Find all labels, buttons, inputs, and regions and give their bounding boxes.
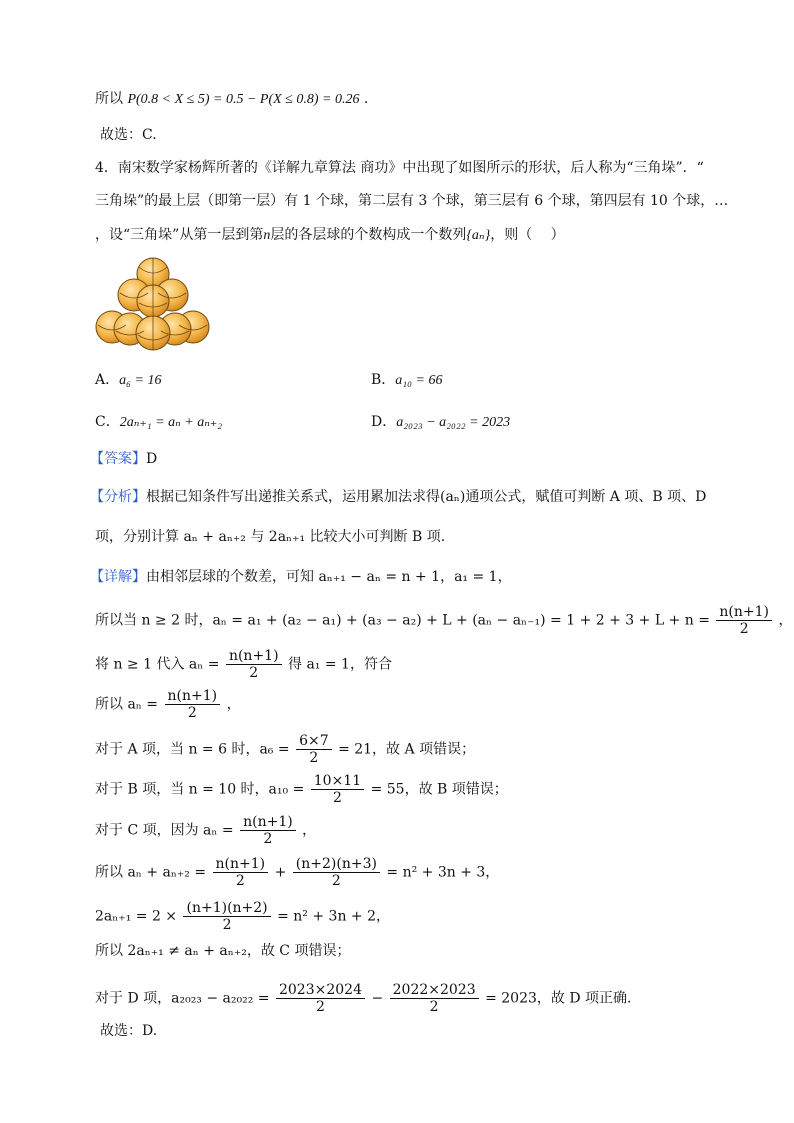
question-4-line-3: ，设“三角垛”从第一层到第n层的各层球的个数构成一个数列{aₙ}，则（ ） (95, 227, 565, 243)
fraction: $\frac{n(n+1)}{2}$ (240, 814, 296, 847)
fraction: $\frac{n(n+1)}{2}$ (716, 604, 772, 637)
detail-line-11: 对于 D 项，a₂₀₂₃ − a₂₀₂₂ = $\frac{2023\times 2024}{2}$ − $\frac{2022\times 2023}{2}$ = 2023，故 D 项正确. (95, 982, 632, 1015)
analysis-section: 【分析】根据已知条件写出递推关系式，运用累加法求得(aₙ)通项公式，赋值可判断 A 项、B 项、D (90, 489, 707, 505)
fraction: $\frac{n(n+1)}{2}$ (226, 648, 282, 681)
answer-tag: 【答案】 (90, 451, 146, 467)
detail-line-5: 对于 A 项，当 n = 6 时，a₆ = $\frac{6\times 7}{2}$ = 21，故 A 项错误； (95, 733, 476, 766)
fraction: $\frac{n(n+1)}{2}$ (213, 856, 269, 889)
ball-pile-illustration (94, 257, 212, 351)
detail-tag: 【详解】 (90, 569, 146, 585)
option-b[interactable]: B．a₁₀ = 66 (371, 372, 443, 388)
fraction: $\frac{2023\times 2024}{2}$ (276, 982, 365, 1015)
analysis-line-2: 项，分别计算 aₙ + aₙ₊₂ 与 2aₙ₊₁ 比较大小可判断 B 项. (95, 529, 446, 545)
probability-expression: P(0.8 < X ≤ 5) = 0.5 − P(X ≤ 0.8) = 0.26 (127, 92, 360, 107)
option-d[interactable]: D．a₂₀₂₃ − a₂₀₂₂ = 2023 (371, 414, 511, 430)
detail-final-choice: 故选：D. (100, 1023, 158, 1039)
prev-answer-choice: 故选：C. (100, 127, 157, 143)
detail-section: 【详解】由相邻层球的个数差，可知 aₙ₊₁ − aₙ = n + 1，a₁ = 1， (90, 569, 512, 585)
detail-line-3: 将 n ≥ 1 代入 aₙ = $\frac{n(n+1)}{2}$ 得 a₁ = 1，符合 (95, 648, 392, 681)
detail-line-10: 所以 2aₙ₊₁ ≠ aₙ + aₙ₊₂，故 C 项错误； (95, 943, 351, 959)
fraction: $\frac{6\times 7}{2}$ (296, 733, 332, 766)
detail-line-4: 所以 aₙ = $\frac{n(n+1)}{2}$ ， (95, 688, 241, 721)
fraction: $\frac{(n+1)(n+2)}{2}$ (183, 900, 270, 933)
fraction: $\frac{n(n+1)}{2}$ (165, 688, 221, 721)
answer-value: D (146, 451, 158, 467)
question-4-line-2: 三角垛”的最上层（即第一层）有 1 个球，第二层有 3 个球，第三层有 6 个球，第四层有 10 个球，… (95, 193, 729, 209)
option-a[interactable]: A．a₆ = 16 (95, 372, 162, 388)
detail-line-8: 所以 aₙ + aₙ₊₂ = $\frac{n(n+1)}{2}$ + $\frac{(n+2)(n+3)}{2}$ = n² + 3n + 3， (95, 856, 500, 889)
detail-line-7: 对于 C 项，因为 aₙ = $\frac{n(n+1)}{2}$ ， (95, 814, 317, 847)
triangular-ball-pile-figure (94, 257, 212, 351)
detail-line-2: 所以当 n ≥ 2 时，aₙ = a₁ + (a₂ − a₁) + (a₃ − a₂) + L + (aₙ − aₙ₋₁) = 1 + 2 + 3 + L + n = $\frac{n(n+1)}{2}$ ， (95, 604, 793, 637)
answer-section (90, 450, 157, 468)
fraction: $\frac{10\times 11}{2}$ (311, 773, 364, 806)
option-c[interactable]: C．2aₙ₊₁ = aₙ + aₙ₊₂ (95, 414, 223, 430)
analysis-tag: 【分析】 (90, 489, 146, 505)
prev-solution-conclusion: 所以 P(0.8 < X ≤ 5) = 0.5 − P(X ≤ 0.8) = 0.26 . (95, 91, 369, 107)
detail-line-9: 2aₙ₊₁ = 2 × $\frac{(n+1)(n+2)}{2}$ = n² + 3n + 2， (95, 900, 390, 933)
detail-line-6: 对于 B 项，当 n = 10 时，a₁₀ = $\frac{10\times 11}{2}$ = 55，故 B 项错误； (95, 773, 508, 806)
fraction: $\frac{(n+2)(n+3)}{2}$ (293, 856, 380, 889)
question-4-line-1: 4．南宋数学家杨辉所著的《详解九章算法 商功》中出现了如图所示的形状，后人称为“三角垛”．“ (95, 160, 704, 176)
fraction: $\frac{2022\times 2023}{2}$ (390, 982, 479, 1015)
